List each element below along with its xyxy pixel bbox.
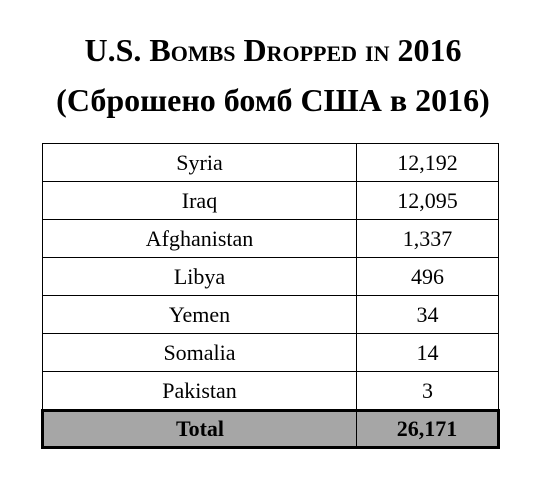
country-cell: Pakistan (43, 372, 357, 411)
chart-subtitle: (Сброшено бомб США в 2016) (56, 82, 490, 118)
bombs-value-cell: 12,095 (357, 182, 499, 220)
country-cell: Somalia (43, 334, 357, 372)
total-label-cell: Total (43, 411, 357, 448)
bombs-value-cell: 34 (357, 296, 499, 334)
bombs-value-cell: 14 (357, 334, 499, 372)
table-row (43, 144, 499, 182)
table-row (43, 258, 499, 296)
bombs-value-cell: 496 (357, 258, 499, 296)
country-cell: Yemen (43, 296, 357, 334)
total-row (43, 411, 499, 448)
table-row (43, 296, 499, 334)
table-row (43, 372, 499, 411)
country-cell: Afghanistan (43, 220, 357, 258)
table-body (43, 144, 499, 448)
bombs-table (41, 143, 500, 449)
total-value-cell: 26,171 (357, 411, 499, 448)
country-cell: Libya (43, 258, 357, 296)
bombs-value-cell: 1,337 (357, 220, 499, 258)
country-cell: Iraq (43, 182, 357, 220)
table-row (43, 220, 499, 258)
table-row (43, 334, 499, 372)
table-row (43, 182, 499, 220)
bombs-value-cell: 3 (357, 372, 499, 411)
chart-title: U.S. Bombs Dropped in 2016 (84, 32, 462, 68)
country-cell: Syria (43, 144, 357, 182)
bombs-value-cell: 12,192 (357, 144, 499, 182)
